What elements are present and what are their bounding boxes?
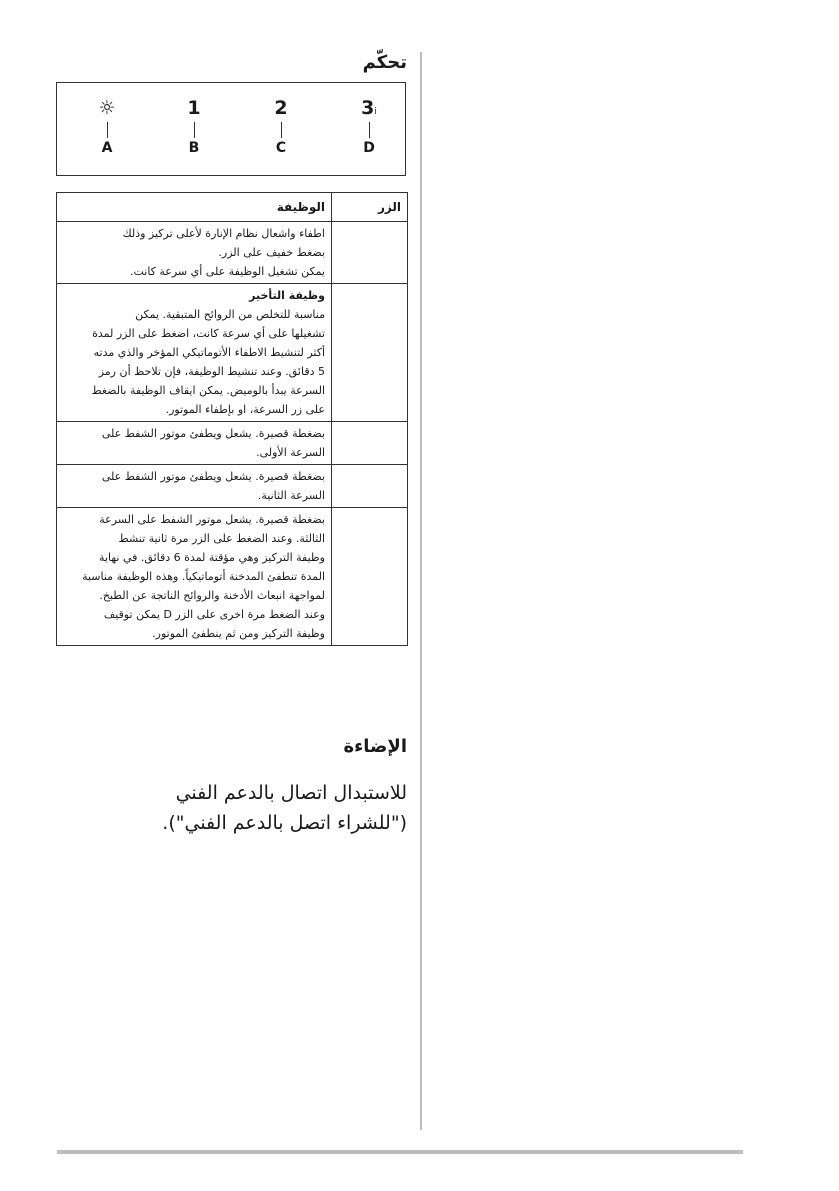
desc-line: على زر السرعة، او بإطفاء الموتور. [165,403,325,416]
key-d-letter: D [363,140,375,156]
row-button-cell [332,422,408,465]
desc-line: لمواجهة انبعاث الأدخنة والروائح الناتجة عن الطبخ. [99,589,325,602]
intensive-subscript: i [374,107,377,117]
desc-line: الثالثة. وعند الضغط على الزر مرة ثانية تنشط [118,532,325,545]
speed-3-intensive-symbol [357,97,381,119]
desc-line: يمكن تشغيل الوظيفة على أي سرعة كانت. [129,265,325,278]
key-a-letter: A [101,140,113,156]
page-bottom-rule [57,1150,743,1154]
lighting-instructions: للاستبدال اتصال بالدعم الفني ("للشراء اتصل بالدعم الفني"). [162,782,407,834]
row-description [57,284,332,422]
key-d [357,97,381,156]
desc-line: وظيفة التركيز وهي مؤقتة لمدة 6 دقائق. في نهاية [99,551,325,564]
row-description [57,508,332,646]
column-divider [420,52,422,1130]
desc-line: 5 دقائق. وعند تنشيط الوظيفة، فإن تلاحظ أن رمز [98,365,325,378]
desc-line: المدة تنطفئ المدخنة أتوماتيكياً. وهذه الوظيفة مناسبة [82,570,325,583]
key-b-letter: B [188,140,200,156]
desc-line: بضغطة قصيرة. يشعل ويطفئ موتور الشفط على [101,427,325,440]
key-c [269,97,293,156]
key-b [182,97,206,156]
desc-line: تشغيلها على أي سرعة كانت، اضغط على الزر لمدة [92,327,325,340]
table-row [57,508,408,646]
key-c-leader [281,122,282,138]
row-description [57,465,332,508]
desc-line: بضغطة قصيرة. يشعل موتور الشفط على السرعة [99,513,325,526]
key-c-letter: C [275,140,287,156]
desc-line: وظيفة التركيز ومن ثم ينطفئ الموتور. [152,627,325,640]
table-header-row [57,193,408,222]
table-row [57,222,408,284]
function-table [56,192,408,646]
desc-line: وعند الضغط مرة اخرى على الزر D يمكن توقيف [103,608,325,621]
key-b-leader [194,122,195,138]
key-d-leader [369,122,370,138]
row-button-cell [332,222,408,284]
speed-3-number: 3 [361,97,375,119]
desc-line: بضغطة قصيرة. يشعل ويطفئ موتور الشفط على [101,470,325,483]
table-row [57,284,408,422]
control-panel-diagram [56,82,406,176]
header-button: الزر [332,193,408,222]
row-button-cell [332,284,408,422]
speed-2-symbol: 2 [274,97,288,119]
desc-line: السرعة الثانية. [257,489,325,502]
control-section-title: تحكّم [362,52,407,73]
key-a-leader [107,122,108,138]
row-description [57,222,332,284]
desc-heading: وظيفة التأخير [249,289,325,302]
desc-line: مناسبة للتخلص من الروائح المتبقية. يمكن [135,308,325,321]
key-a [95,97,119,156]
desc-line: السرعة الأولى. [256,446,325,459]
lighting-section-title: الإضاءة [343,736,407,757]
row-button-cell [332,508,408,646]
row-description [57,422,332,465]
light-icon: ☼ [98,97,116,119]
desc-line: بضغط خفيف على الزر. [218,246,325,259]
table-row [57,465,408,508]
desc-line: اطفاء واشعال نظام الإنارة لأعلى تركيز وذلك [122,227,325,240]
table-row [57,422,408,465]
desc-line: السرعة يبدأ بالوميض. يمكن ايقاف الوظيفة بالضغط [91,384,325,397]
desc-line: أكثر لتنشيط الاطفاء الأتوماتيكي المؤخر والذي مدته [93,346,325,359]
header-function: الوظيفة [57,193,332,222]
speed-1-symbol: 1 [187,97,201,119]
row-button-cell [332,465,408,508]
